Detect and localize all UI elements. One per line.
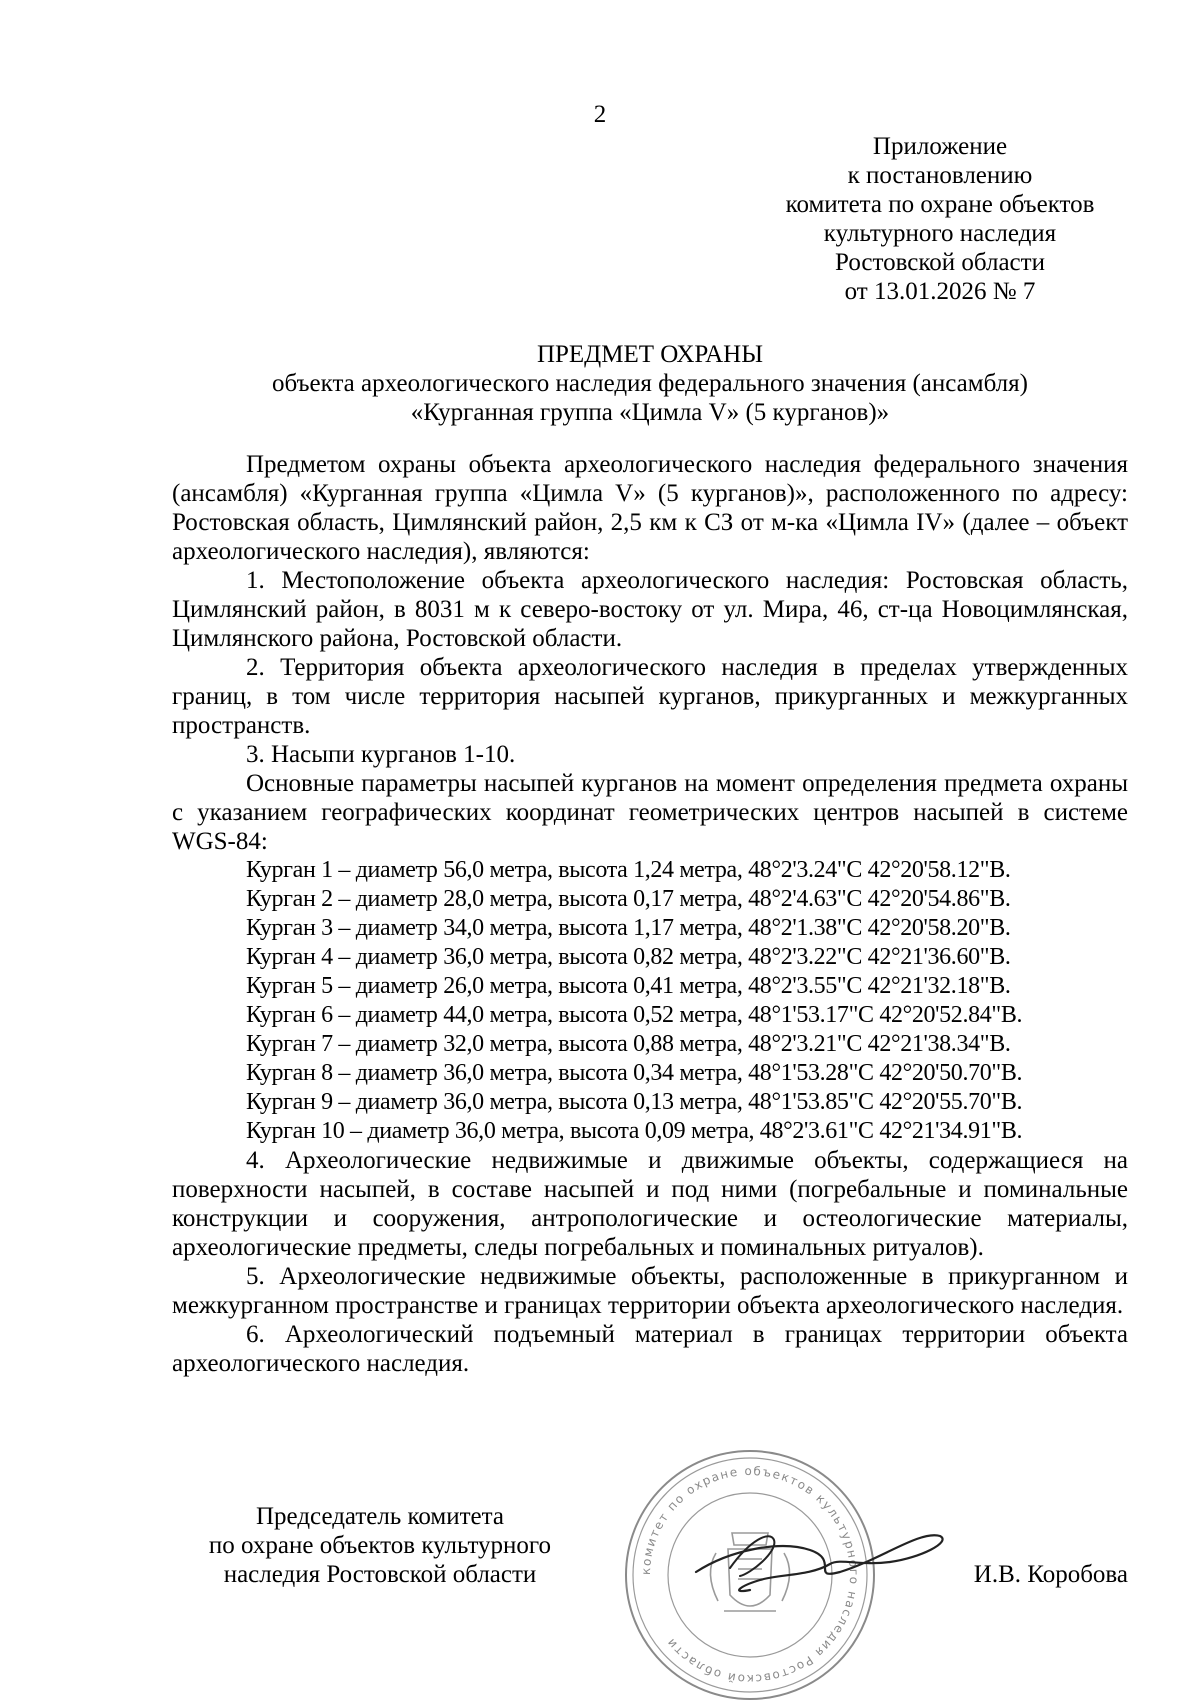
appendix-line: Приложение	[872, 133, 1008, 160]
appendix-line: культурного наследия	[823, 220, 1057, 247]
title-subtitle: объекта археологического наследия федерального значения (ансамбля)	[272, 370, 1028, 397]
item-location: 1. Местоположение объекта археологического наследия: Ростовская область, Цимлянский район, в 8031 м к северо-востоку от ул. Мира, 46, ст-ца Новоцимлянская, Цимлянского района, Ростовской области.	[172, 567, 1128, 652]
item-mounds: 3. Насыпи курганов 1-10.	[246, 741, 516, 768]
params-intro: Основные параметры насыпей курганов на момент определения предмета охраны с указанием географических координат геометрических центров насыпей в системе WGS-84:	[172, 770, 1128, 855]
item-immovable-objects: 5. Археологические недвижимые объекты, расположенные в прикурганном и межкурганном пространстве и границах территории объекта археологического наследия.	[172, 1263, 1128, 1319]
list-item: Курган 4 – диаметр 36,0 метра, высота 0,82 метра, 48°2'3.22"С 42°21'36.60"В.	[246, 944, 1011, 970]
document-body	[172, 450, 1128, 1378]
list-item: Курган 7 – диаметр 32,0 метра, высота 0,88 метра, 48°2'3.21"С 42°21'38.34"В.	[246, 1031, 1011, 1057]
appendix-line: Ростовской области	[835, 249, 1045, 276]
signer-position-line: наследия Ростовской области	[223, 1561, 537, 1588]
appendix-line: комитета по охране объектов	[785, 191, 1095, 218]
list-item: Курган 9 – диаметр 36,0 метра, высота 0,13 метра, 48°1'53.85"С 42°20'55.70"В.	[246, 1089, 1023, 1115]
signer-position-line: по охране объектов культурного	[208, 1532, 552, 1559]
item-territory: 2. Территория объекта археологического наследия в пределах утвержденных границ, в том числе территория насыпей курганов, прикурганных и межкурганных пространств.	[172, 654, 1128, 739]
list-item: Курган 10 – диаметр 36,0 метра, высота 0,09 метра, 48°2'3.61"С 42°21'34.91"В.	[246, 1118, 1023, 1144]
appendix-line: к постановлению	[847, 162, 1033, 189]
list-item: Курган 8 – диаметр 36,0 метра, высота 0,34 метра, 48°1'53.28"С 42°20'50.70"В.	[246, 1060, 1023, 1086]
item-movable-objects: 4. Археологические недвижимые и движимые объекты, содержащиеся на поверхности насыпей, в составе насыпей и под ними (погребальные и поминальные конструкции и сооружения, антропологические и остеологические материалы, археологические предметы, следы погребальных и поминальных ритуалов).	[172, 1147, 1128, 1261]
signer-name: И.В. Коробова	[973, 1561, 1128, 1588]
document-title	[170, 340, 1130, 427]
list-item: Курган 6 – диаметр 44,0 метра, высота 0,52 метра, 48°1'53.17"С 42°20'52.84"В.	[246, 1002, 1023, 1028]
item-surface-material: 6. Археологический подъемный материал в границах территории объекта археологического наследия.	[172, 1321, 1128, 1377]
appendix-header	[760, 132, 1120, 306]
seal-text: комитет по охране объектов культурного наследия Ростовской области	[638, 1463, 862, 1687]
mound-list	[172, 856, 1128, 1146]
title-heading: ПРЕДМЕТ ОХРАНЫ	[536, 341, 764, 368]
list-item: Курган 1 – диаметр 56,0 метра, высота 1,24 метра, 48°2'3.24"С 42°20'58.12"В.	[246, 857, 1011, 883]
list-item: Курган 5 – диаметр 26,0 метра, высота 0,41 метра, 48°2'3.55"С 42°21'32.18"В.	[246, 973, 1011, 999]
page-number: 2	[593, 101, 607, 128]
title-object-name: «Курганная группа «Цимла V» (5 курганов)»	[410, 399, 890, 426]
list-item: Курган 3 – диаметр 34,0 метра, высота 1,17 метра, 48°2'1.38"С 42°20'58.20"В.	[246, 915, 1011, 941]
signer-position-line: Председатель комитета	[256, 1503, 504, 1530]
appendix-date: от 13.01.2026 № 7	[844, 278, 1036, 305]
intro-paragraph: Предметом охраны объекта археологического наследия федерального значения (ансамбля) «Курганная группа «Цимла V» (5 курганов)», расположенного по адресу: Ростовская область, Цимлянский район, 2,5 км к СЗ от м-ка «Цимла IV» (далее – объект археологического наследия), являются:	[172, 451, 1128, 565]
list-item: Курган 2 – диаметр 28,0 метра, высота 0,17 метра, 48°2'4.63"С 42°20'54.86"В.	[246, 886, 1011, 912]
signer-position	[170, 1502, 590, 1589]
